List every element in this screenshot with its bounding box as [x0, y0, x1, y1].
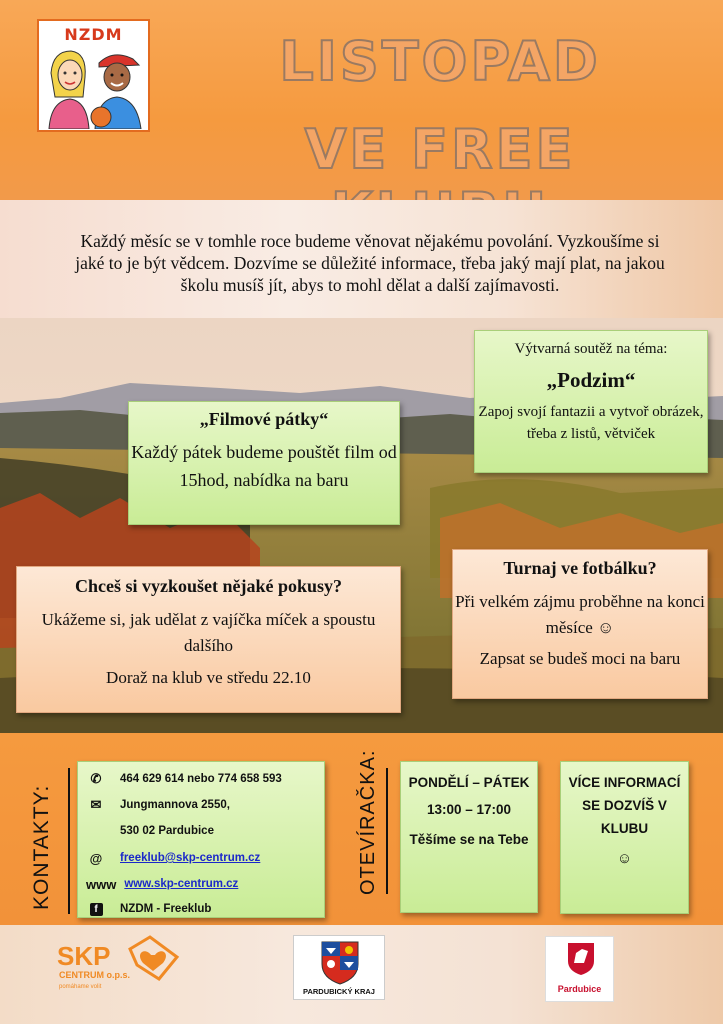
skp-subtitle: CENTRUM o.p.s. — [59, 970, 130, 980]
email-row — [78, 849, 260, 867]
film-heading: „Filmové pátky“ — [199, 409, 329, 429]
contacts-box — [77, 761, 325, 918]
skp-tagline: pomáhame volit — [59, 984, 102, 990]
fotbal-signup: Zapsat se budeš moci na baru — [479, 649, 681, 668]
phone-row — [78, 770, 282, 788]
title-line-1: LISTOPAD — [279, 30, 601, 93]
more-info-box — [560, 761, 689, 914]
podzim-text: Zapoj svojí fantazii a vytvoř obrázek, třeba z listů, větviček — [478, 404, 704, 442]
intro-text: Každý měsíc se v tomhle roce budeme věnovat nějakému povolání. Vyzkoušíme si jaké to je být vědcem. Dozvíme se důležité informace, třeba jaký mají plat, na jakou školu musíš jít, abys to mohl dělat a další zajímavosti. — [75, 231, 665, 295]
hours-divider — [386, 768, 388, 894]
autumn-contest-box — [474, 330, 708, 473]
podzim-subtitle: Výtvarná soutěž na téma: — [514, 341, 668, 357]
hours-time: 13:00 – 17:00 — [426, 802, 512, 817]
smiley-icon: ☺ — [616, 850, 633, 867]
email-link[interactable]: freeklub@skp-centrum.cz — [120, 852, 261, 864]
opening-hours-label: OTEVÍRAČKA: — [357, 749, 379, 895]
coat-of-arms-icon — [294, 936, 386, 986]
pardubice-city-logo — [545, 936, 614, 1002]
film-fridays-box — [128, 401, 400, 525]
pokusy-date: Doraž na klub ve středu 22.10 — [106, 668, 311, 687]
contacts-label: KONTAKTY: — [30, 784, 53, 910]
opening-hours-box — [400, 761, 538, 913]
skp-centrum-logo — [55, 935, 185, 995]
logo-text: NZDM — [64, 25, 123, 44]
envelope-icon: ✉ — [90, 797, 102, 812]
foosball-tournament-box — [452, 549, 708, 699]
horse-emblem-icon — [546, 937, 615, 983]
title-line-2: VE FREE — [304, 118, 576, 181]
facebook-icon: f — [90, 903, 103, 916]
at-icon: @ — [89, 850, 103, 866]
fotbal-text: Při velkém zájmu proběhne na konci měsíce ☺ — [455, 592, 705, 637]
fotbal-heading: Turnaj ve fotbálku? — [503, 558, 657, 578]
podzim-heading: „Podzim“ — [546, 368, 636, 392]
phone-icon: ✆ — [90, 771, 102, 786]
street-address: Jungmannova 2550, — [120, 799, 230, 811]
nzdm-logo — [37, 19, 150, 132]
www-label: www — [86, 876, 117, 892]
pokusy-heading: Chceš si vyzkoušet nějaké pokusy? — [74, 576, 343, 596]
film-text: Každý pátek budeme pouštět film od 15hod, nabídka na baru — [131, 442, 397, 490]
pardubice-label: Pardubice — [557, 984, 602, 994]
more-info-text: VÍCE INFORMACÍ SE DOZVÍŠ V KLUBU — [568, 775, 681, 836]
facebook-row — [78, 900, 211, 918]
city-address: 530 02 Pardubice — [120, 825, 214, 837]
city-row — [120, 822, 214, 840]
pokusy-text: Ukážeme si, jak udělat z vajíčka míček a spoustu dalšího — [41, 610, 376, 655]
contacts-divider — [68, 768, 70, 914]
experiments-box — [16, 566, 401, 713]
facebook-name: NZDM - Freeklub — [120, 903, 212, 915]
hours-days: PONDĚLÍ – PÁTEK — [408, 775, 530, 790]
web-link[interactable]: www.skp-centrum.cz — [124, 878, 239, 890]
hours-note: Těšíme se na Tebe — [409, 832, 529, 847]
skp-name: SKP — [57, 941, 111, 971]
phone-numbers: 464 629 614 nebo 774 658 593 — [120, 773, 282, 785]
logo-characters-icon — [43, 43, 148, 129]
pardubicky-kraj-logo — [293, 935, 385, 1000]
address-row — [78, 796, 230, 814]
web-row — [78, 875, 238, 893]
kraj-label: PARDUBICKÝ KRAJ — [303, 987, 375, 996]
